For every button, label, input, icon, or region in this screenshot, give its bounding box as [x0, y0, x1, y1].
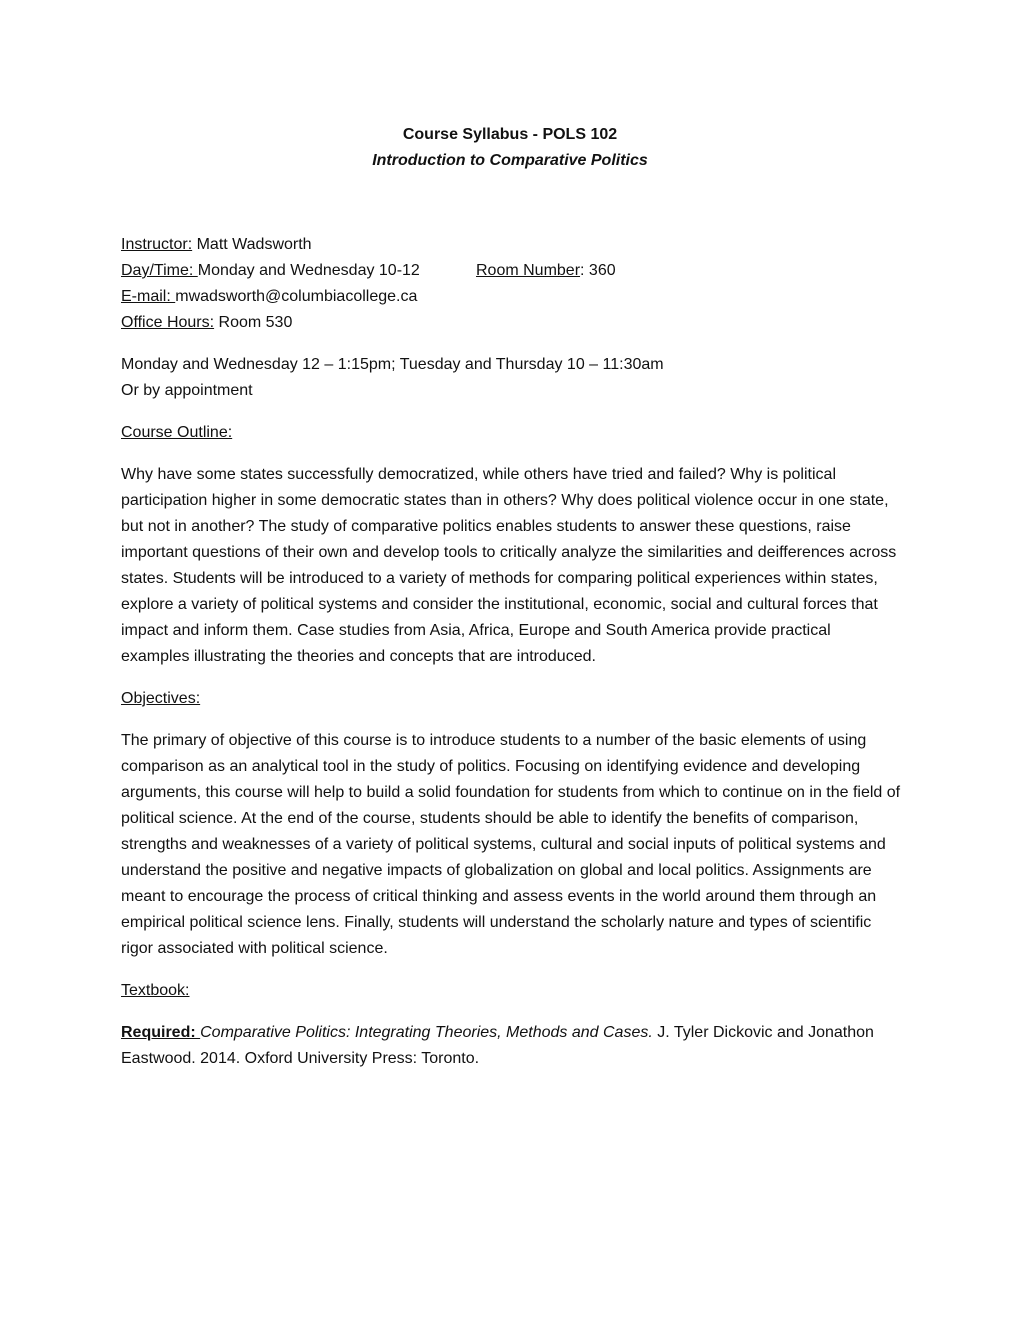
instructor-label: Instructor:	[121, 236, 193, 253]
room-number	[476, 258, 616, 284]
objectives-heading: Objectives:	[121, 690, 201, 707]
course-outline-body: Why have some states successfully democratized, while others have tried and failed? Why is political participation higher in some democratic states than in others? Why does political violence occur in one state, but not in another? The study of comparative politics enables students to answer these questions, raise important questions of their own and develop tools to critically analyze the similarities and deifferences across states. Students will be introduced to a variety of methods for comparing political experiences within states, explore a variety of political systems and consider the institutional, economic, social and cultural forces that impact and inform them. Case studies from Asia, Africa, Europe and South America provide practical examples illustrating the theories and concepts that are introduced.	[121, 466, 897, 665]
daytime-value: Monday and Wednesday 10-12	[197, 262, 420, 279]
email-line	[121, 284, 901, 310]
hours-line-1: Monday and Wednesday 12 – 1:15pm; Tuesday and Thursday 10 – 11:30am	[121, 356, 664, 373]
daytime-label: Day/Time:	[121, 262, 198, 279]
email-label: E-mail:	[121, 288, 176, 305]
office-hours-value: Room 530	[214, 314, 293, 331]
course-outline-heading: Course Outline:	[121, 424, 233, 441]
page-title: Course Syllabus - POLS 102	[402, 126, 618, 143]
textbook-heading: Textbook:	[121, 982, 190, 999]
daytime-line	[121, 258, 901, 284]
required-label: Required:	[121, 1024, 201, 1041]
textbook-entry	[121, 1020, 901, 1072]
objectives-body: The primary of objective of this course is to introduce students to a number of the basic elements of using comparison as an analytical tool in the study of politics. Focusing on identifying evidence and developing arguments, this course will help to build a solid foundation for students from which to continue on in the field of political science. At the end of the course, students should be able to identify the benefits of comparison, strengths and weaknesses of a variety of political systems, cultural and social inputs of political systems and understand the positive and negative impacts of globalization on global and local politics. Assignments are meant to encourage the process of critical thinking and assess events in the world around them through an empirical political science lens. Finally, students will understand the scholarly nature and types of scientific rigor associated with political science.	[121, 732, 901, 957]
room-label: Room Number	[476, 262, 581, 279]
document-body	[121, 232, 901, 1072]
book-details: J. Tyler Dickovic and Jonathon Eastwood. 2014. Oxford University Press: Toronto.	[121, 1024, 874, 1067]
email-value: mwadsworth@columbiacollege.ca	[175, 288, 418, 305]
book-title: Comparative Politics: Integrating Theories, Methods and Cases.	[200, 1024, 653, 1041]
room-value: : 360	[580, 262, 616, 279]
office-hours-line	[121, 310, 901, 336]
hours-line-2: Or by appointment	[121, 382, 253, 399]
instructor-line	[121, 232, 901, 258]
page-subtitle: Introduction to Comparative Politics	[372, 152, 648, 169]
office-hours-label: Office Hours:	[121, 314, 215, 331]
title-block	[0, 122, 1020, 174]
instructor-value: Matt Wadsworth	[192, 236, 312, 253]
